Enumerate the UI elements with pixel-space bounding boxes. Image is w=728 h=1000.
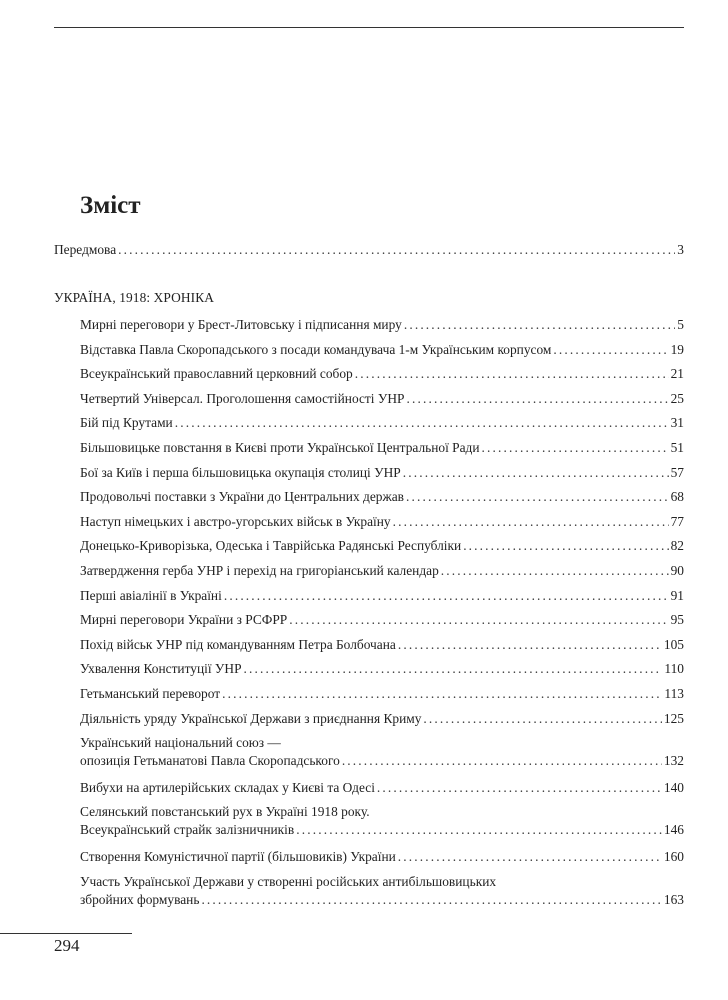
toc-entry-text: Четвертий Універсал. Проголошення самостійності УНР bbox=[80, 390, 405, 406]
toc-entry-page: 82 bbox=[670, 538, 684, 554]
toc-entry-text: Мирні переговори у Брест-Литовську і підписання миру bbox=[80, 317, 402, 332]
toc-entry-page: 51 bbox=[670, 440, 684, 455]
header-rule bbox=[54, 27, 684, 28]
toc-entry[interactable] bbox=[80, 414, 684, 432]
toc-entry-page: 21 bbox=[670, 366, 684, 382]
toc-entry[interactable] bbox=[80, 891, 684, 909]
toc-entry-page: 160 bbox=[663, 849, 684, 864]
toc-entry-page: 95 bbox=[670, 612, 684, 628]
toc-entry-text: Перші авіалінії в Україні bbox=[80, 587, 222, 603]
toc-entry-page: 125 bbox=[663, 710, 684, 726]
toc-entry-page: 91 bbox=[670, 587, 684, 603]
dot-leader bbox=[398, 848, 662, 866]
toc-entry-text: Всеукраїнський православний церковний собор bbox=[80, 366, 353, 382]
toc-entry-text: Бій під Крутами bbox=[80, 415, 173, 431]
dot-leader bbox=[244, 660, 663, 678]
toc-entry[interactable] bbox=[80, 464, 684, 482]
dot-leader bbox=[222, 685, 662, 703]
dot-leader bbox=[463, 537, 668, 555]
toc-entry-page: 105 bbox=[663, 636, 684, 652]
toc-entry-preface[interactable] bbox=[54, 241, 684, 259]
dot-leader bbox=[406, 488, 669, 506]
toc-entry-text: Донецько-Криворізька, Одеська і Таврійська Радянські Республіки bbox=[80, 538, 462, 554]
dot-leader bbox=[342, 752, 662, 770]
toc-entry-text: Ухвалення Конституції УНР bbox=[80, 661, 242, 677]
toc-entry-page: 68 bbox=[670, 489, 684, 505]
dot-leader bbox=[441, 562, 669, 580]
dot-leader bbox=[377, 779, 662, 797]
footer-rule bbox=[0, 933, 132, 934]
toc-entry-page: 19 bbox=[670, 341, 684, 357]
toc-title: Зміст bbox=[80, 192, 141, 219]
dot-leader bbox=[118, 241, 675, 259]
dot-leader bbox=[175, 414, 669, 432]
dot-leader bbox=[406, 390, 668, 408]
toc-entry[interactable] bbox=[80, 587, 684, 605]
toc-entry-text: Створення Комуністичної партії (більшовиків) України bbox=[80, 849, 396, 864]
toc-entry-text: Продовольчі поставки з України до Центральних держав bbox=[80, 489, 404, 505]
toc-entry-text: опозиція Гетьманатові Павла Скоропадського bbox=[80, 753, 340, 769]
toc-entry[interactable] bbox=[80, 779, 684, 797]
toc-entry-text: Вибухи на артилерійських складах у Києві та Одесі bbox=[80, 779, 375, 795]
dot-leader bbox=[224, 587, 669, 605]
toc-entry[interactable] bbox=[80, 611, 684, 629]
toc-entry[interactable] bbox=[80, 365, 684, 383]
toc-entry-text: Передмова bbox=[54, 242, 117, 257]
toc-entry-text: Всеукраїнський страйк залізничників bbox=[80, 822, 295, 838]
toc-entry-page: 90 bbox=[670, 563, 684, 578]
toc-entry-page: 25 bbox=[670, 390, 684, 406]
toc-entry-text: Мирні переговори України з РСФРР bbox=[80, 612, 288, 628]
toc-entry[interactable] bbox=[80, 636, 684, 654]
toc-entry-text: Діяльність уряду Української Держави з приєднання Криму bbox=[80, 710, 422, 726]
toc-entry-text: Селянський повстанський рух в Україні 1918 року. bbox=[80, 804, 370, 820]
toc-entry[interactable] bbox=[80, 848, 684, 866]
dot-leader bbox=[403, 464, 669, 482]
dot-leader bbox=[289, 611, 668, 629]
toc-entry-page: 3 bbox=[677, 242, 684, 257]
toc-entry-page: 132 bbox=[663, 753, 684, 769]
toc-entry-page: 146 bbox=[663, 822, 684, 838]
toc-entry[interactable] bbox=[80, 685, 684, 703]
dot-leader bbox=[355, 365, 669, 383]
toc-entry[interactable] bbox=[80, 752, 684, 770]
toc-entry-page: 77 bbox=[670, 513, 684, 529]
dot-leader bbox=[553, 341, 668, 359]
dot-leader bbox=[398, 636, 662, 654]
dot-leader bbox=[482, 439, 669, 457]
toc-entry-text: Відставка Павла Скоропадського з посади командувача 1-м Українським корпусом bbox=[80, 341, 552, 357]
toc-entry-text: збройних формувань bbox=[80, 891, 200, 907]
toc-entry-page: 140 bbox=[663, 779, 684, 795]
toc-entry[interactable] bbox=[80, 562, 684, 580]
dot-leader bbox=[201, 891, 661, 909]
dot-leader bbox=[296, 821, 662, 839]
toc-entry[interactable] bbox=[80, 537, 684, 555]
toc-entry-text: Бої за Київ і перша більшовицька окупація столиці УНР bbox=[80, 464, 401, 480]
toc-entry[interactable] bbox=[80, 439, 684, 457]
toc-entry[interactable] bbox=[80, 341, 684, 359]
toc-entry[interactable] bbox=[80, 390, 684, 408]
toc-entry-page: 57 bbox=[670, 464, 684, 480]
toc-entry-text: Український національний союз — bbox=[80, 735, 281, 751]
section-heading: УКРАЇНА, 1918: ХРОНІКА bbox=[54, 290, 215, 305]
toc-entry[interactable] bbox=[80, 660, 684, 678]
toc-entry[interactable] bbox=[80, 710, 684, 728]
toc-entry-text: Наступ німецьких і австро-угорських військ в Україну bbox=[80, 513, 391, 529]
dot-leader bbox=[404, 316, 675, 334]
toc-entry[interactable] bbox=[80, 316, 684, 334]
dot-leader bbox=[423, 710, 661, 728]
toc-entry-page: 163 bbox=[663, 891, 684, 907]
toc-entry[interactable] bbox=[80, 821, 684, 839]
toc-entry-page: 113 bbox=[664, 686, 684, 701]
page-number: 294 bbox=[54, 936, 80, 955]
toc-entry-page: 110 bbox=[664, 661, 684, 677]
toc-entry[interactable] bbox=[80, 513, 684, 531]
toc-entry-page: 31 bbox=[670, 415, 684, 431]
toc-entry-text: Участь Української Держави у створенні російських антибільшовицьких bbox=[80, 873, 497, 889]
toc-entry-page: 5 bbox=[677, 317, 684, 332]
toc-entry-text: Затвердження герба УНР і перехід на григоріанський календар bbox=[80, 563, 439, 578]
toc-entry-text: Похід військ УНР під командуванням Петра Болбочана bbox=[80, 636, 396, 652]
toc-entry-text: Гетьманський переворот bbox=[80, 686, 221, 701]
dot-leader bbox=[393, 513, 669, 531]
toc-entry[interactable] bbox=[80, 488, 684, 506]
toc-entry-text: Більшовицьке повстання в Києві проти Української Центральної Ради bbox=[80, 440, 480, 455]
